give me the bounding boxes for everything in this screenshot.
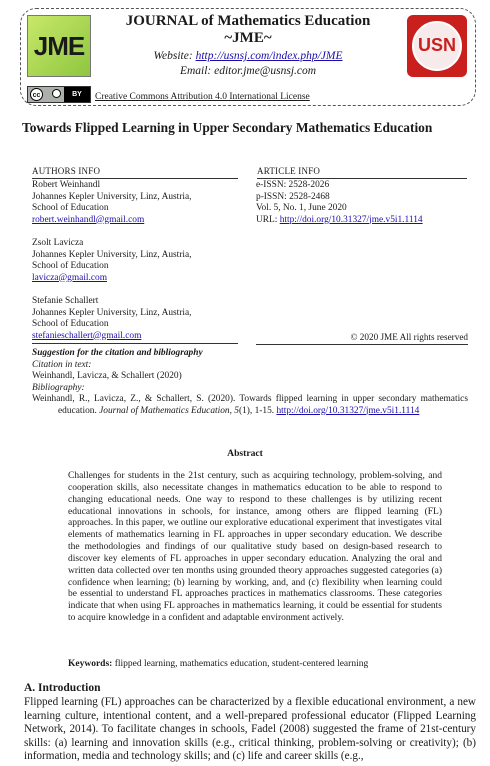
bibliography-entry	[32, 394, 468, 417]
usn-logo-text: USN	[412, 21, 462, 71]
authors-info-heading: AUTHORS INFO	[32, 166, 238, 179]
keywords-list: flipped learning, mathematics education, student-centered learning	[112, 659, 369, 669]
website-label: Website:	[153, 50, 196, 62]
author-name: Zsolt Lavicza	[32, 238, 84, 248]
license-link[interactable]: Creative Commons Attribution 4.0 International License	[95, 92, 310, 102]
journal-header	[20, 8, 476, 106]
author-email-link[interactable]: stefanieschallert@gmail.com	[32, 330, 142, 341]
introduction-body: Flipped learning (FL) approaches can be characterized by a flexible educational environment, a new learning culture, intentional content, and a well-prepared professional educator (Flipped Learning Network, 2014). To facilitate changes in schools, Fadel (2008) suggested the frame of 21st-century skills: (a) learning and innovation skills (e.g., critical thinking, problem-solving or creativity); (b) information, media and technology skills; and (c) life and career skills (e.g.,	[24, 696, 476, 762]
paper-title: Towards Flipped Learning in Upper Secondary Mathematics Education	[22, 120, 433, 135]
url-label: URL:	[256, 214, 280, 225]
pissn: p-ISSN: 2528-2468	[256, 191, 330, 202]
keywords-label: Keywords:	[68, 659, 113, 669]
author-affiliation: School of Education	[32, 319, 109, 329]
bib-journal: Journal of Mathematics Education	[99, 405, 230, 416]
author-email-link[interactable]: lavicza@gmail.com	[32, 272, 108, 283]
citation-in-text-label: Citation in text:	[32, 359, 92, 370]
author-name: Stefanie Schallert	[32, 296, 99, 306]
bib-doi-link[interactable]: http://doi.org/10.31327/jme.v5i1.1114	[276, 405, 420, 416]
abstract-body: Challenges for students in the 21st century, such as acquiring technology, problem-solving, and cooperation skills, also necessitate changes in mathematics education to be able to respond to changing educational needs. One way to respond to these challenges is by utilizing recent educational innovations in schools, for instance, among others are flipped learning (FL) approaches. In this paper, we outline our explorative educational experiment that investigates vital elements of mathematics learning in FL approaches in upper secondary education. We describe the methodologies and findings of our qualitative study based on design-based research to discover key elements of FL approaches in upper secondary education. Analyzing the oral and written data collected over ten months using grounded theory approaches suggested categories (a) confidence when learning; (b) learning by working, and, and (c) flexibility when learning could be essential to understand FL approaches practices in mathematics classrooms. These categories indicate that when using FL approaches in mathematics learning, it could be essential for students to acquire knowledge in a confident and adaptable environment actively.	[68, 471, 442, 624]
journal-email	[21, 64, 475, 78]
doi-link[interactable]: http://doi.org/10.31327/jme.v5i1.1114	[279, 214, 423, 225]
bib-authors: Weinhandl, R., Lavicza, Z., & Schallert, S. (2020). Towards flipped learning in upper secondary mathematics education.	[32, 394, 468, 416]
author-name: Robert Weinhandl	[32, 180, 101, 190]
author-affiliation: Johannes Kepler University, Linz, Austria,	[32, 249, 192, 260]
author-affiliation: Johannes Kepler University, Linz, Austria,	[32, 307, 192, 318]
cc-circle-icon: cc	[30, 88, 43, 101]
website-link[interactable]: http://usnsj.com/index.php/JME	[195, 50, 343, 62]
cc-by-label: BY	[64, 87, 90, 102]
jme-logo: JME	[27, 15, 91, 77]
author-email-link[interactable]: robert.weinhandl@gmail.com	[32, 214, 145, 225]
journal-abbreviation: ~JME~	[224, 30, 272, 46]
bibliography-label: Bibliography:	[32, 382, 85, 393]
cc-by-icon[interactable]	[27, 86, 91, 103]
bib-volume: 5	[234, 405, 239, 416]
email-label: Email:	[179, 65, 215, 77]
article-url	[256, 215, 423, 227]
journal-website	[21, 49, 475, 63]
article-info-heading: ARTICLE INFO	[257, 166, 467, 179]
bib-separator: ,	[229, 405, 235, 416]
divider	[32, 343, 238, 344]
copyright-notice: © 2020 JME All rights reserved	[256, 332, 468, 345]
author-affiliation: School of Education	[32, 203, 109, 213]
eissn: e-ISSN: 2528-2026	[256, 180, 330, 190]
volume-issue: Vol. 5, No. 1, June 2020	[256, 203, 347, 213]
keywords	[68, 658, 448, 670]
email-address[interactable]: editor.jme@usnsj.com	[214, 65, 317, 77]
journal-title: JOURNAL of Mathematics Education	[125, 13, 371, 29]
abstract-heading: Abstract	[227, 448, 263, 459]
citation-in-text: Weinhandl, Lavicza, & Schallert (2020)	[32, 371, 182, 381]
section-heading-introduction: A. Introduction	[24, 682, 101, 694]
attribution-icon	[52, 89, 61, 98]
citation-heading: Suggestion for the citation and bibliography	[32, 348, 203, 358]
license-row	[27, 85, 310, 103]
author-affiliation: Johannes Kepler University, Linz, Austria,	[32, 191, 192, 202]
author-affiliation: School of Education	[32, 261, 109, 271]
bib-pages: (1), 1-15.	[238, 405, 277, 416]
